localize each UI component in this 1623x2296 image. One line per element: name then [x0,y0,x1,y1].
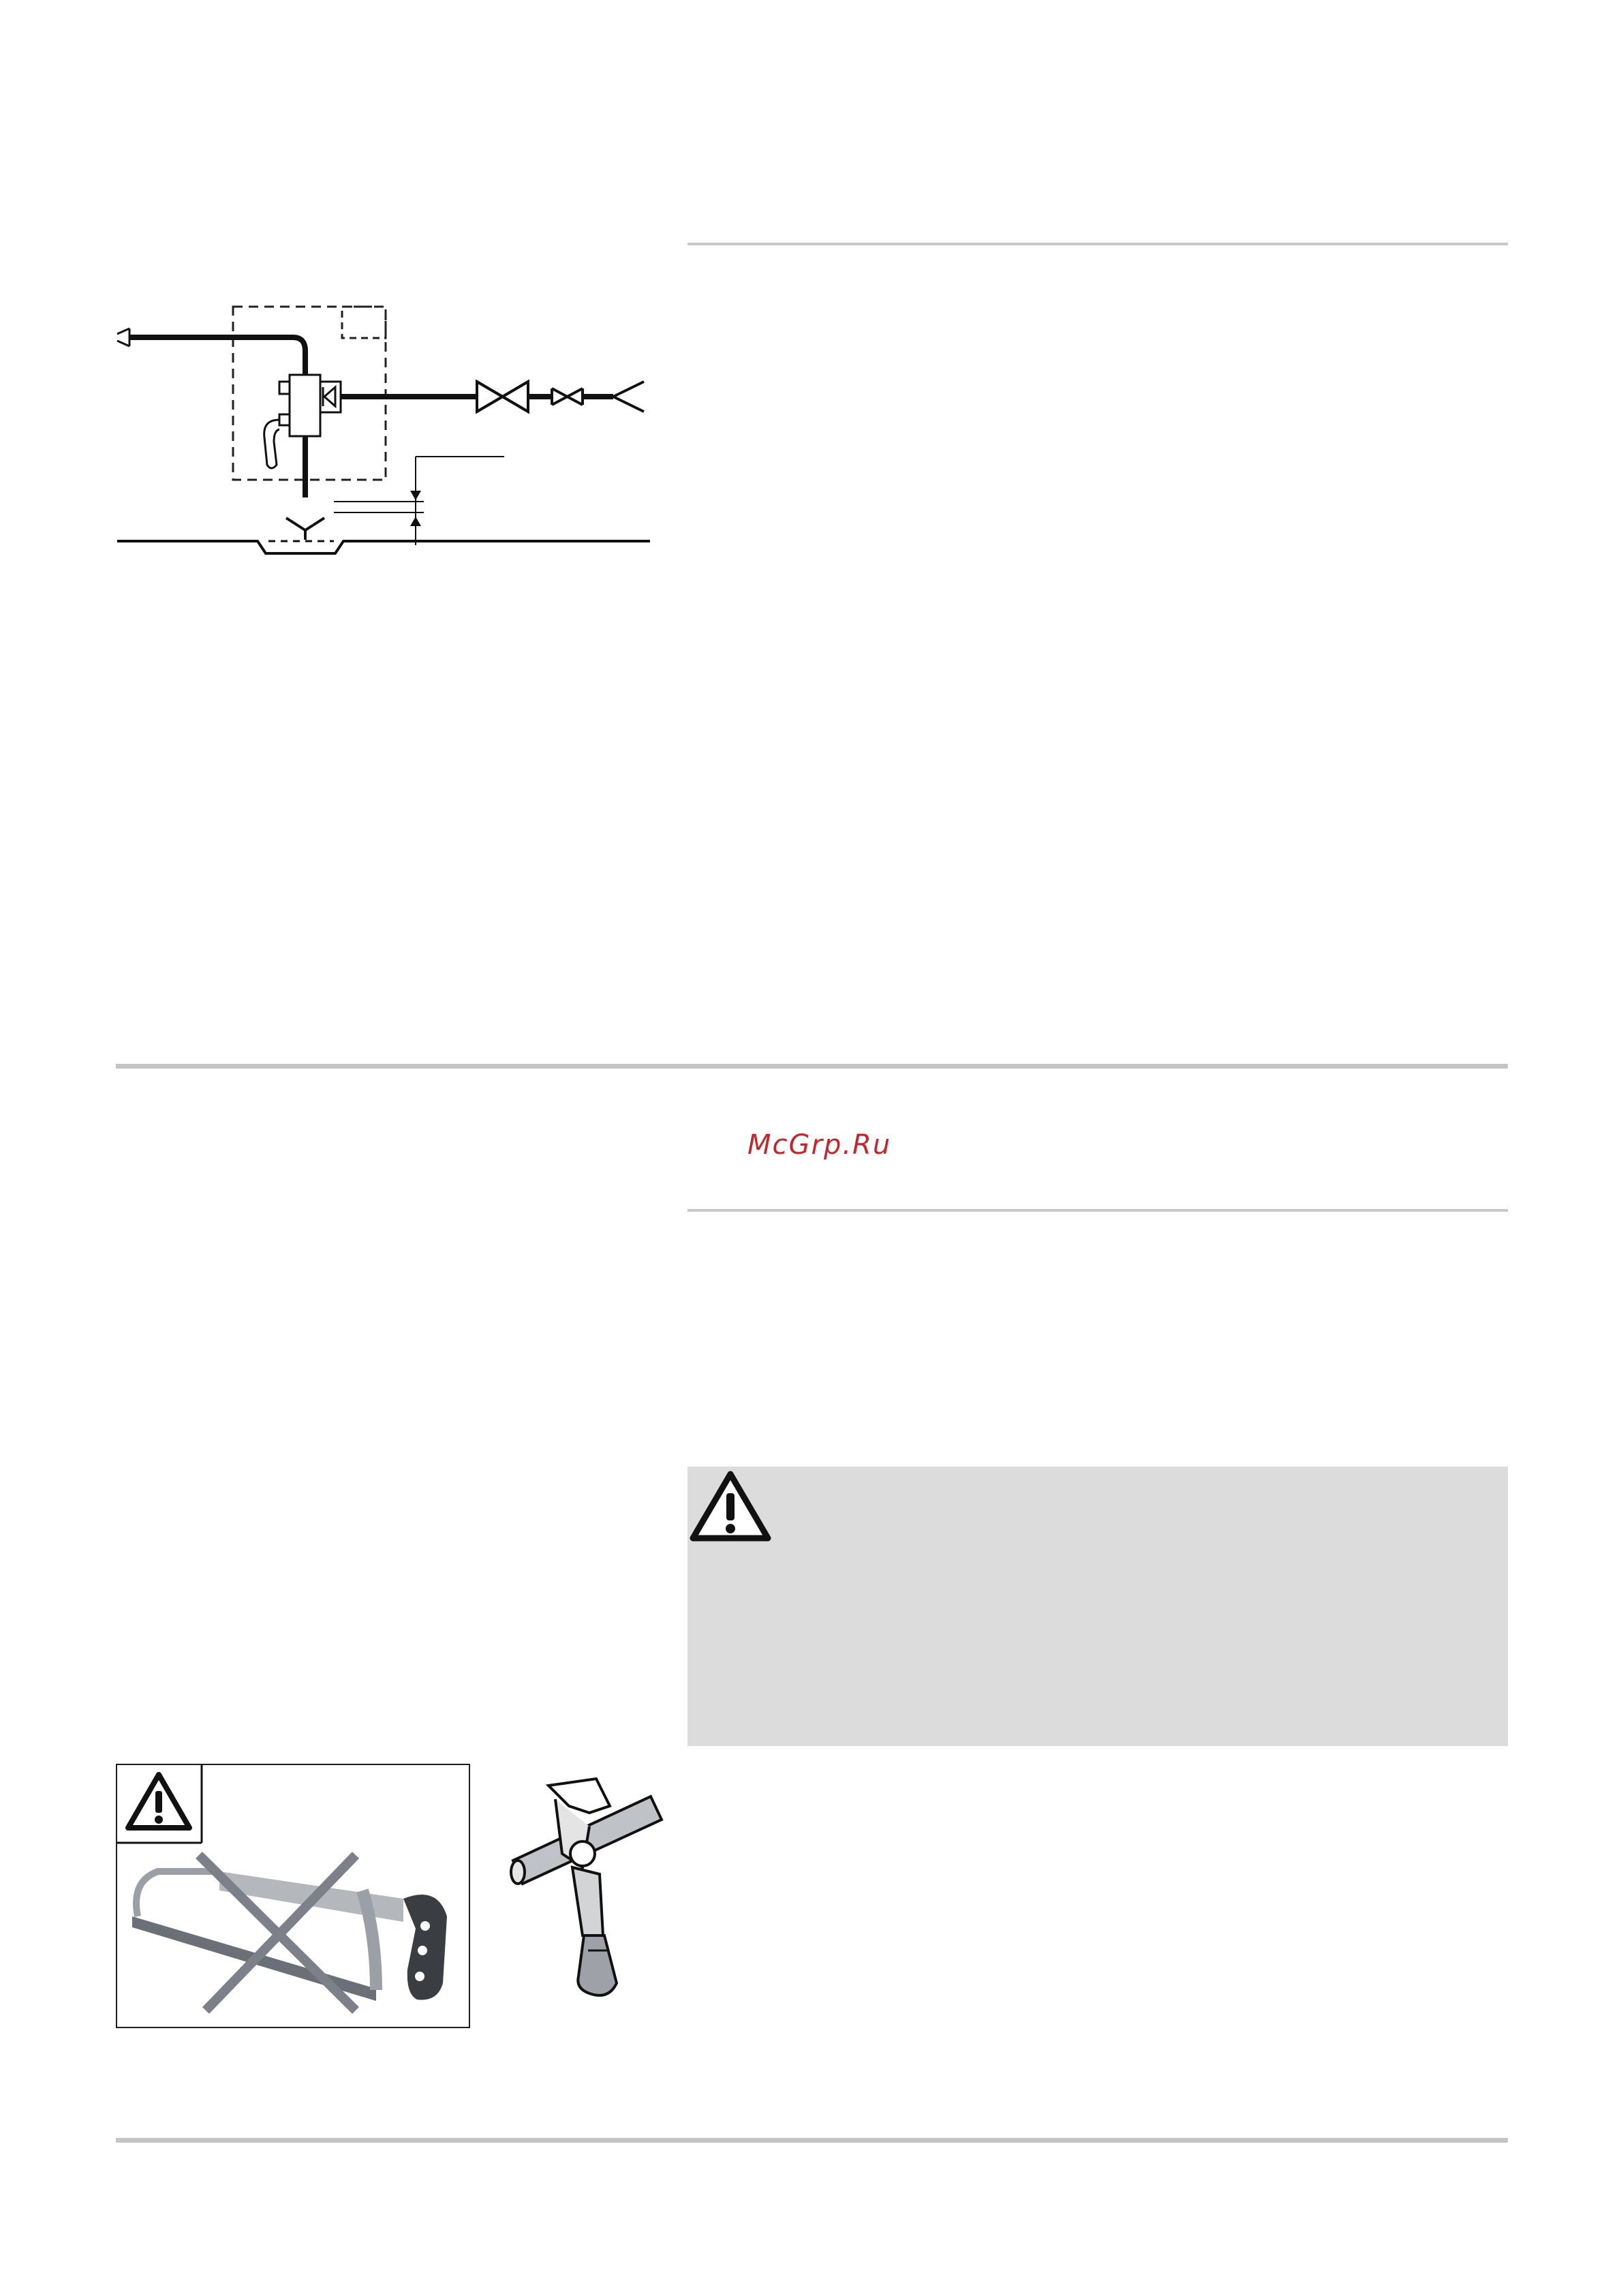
warning-triangle-icon [117,1765,202,1843]
bottom-full-rule [116,2138,1508,2143]
watermark-link[interactable]: McGrp.Ru [747,1129,892,1161]
top-right-rule [687,243,1508,245]
warning-triangle-icon [689,1470,772,1542]
water-connection-schematic [116,286,661,572]
mid-full-rule [116,1064,1508,1069]
no-hacksaw-panel [116,1764,470,2028]
lower-right-rule [687,1209,1508,1212]
warning-box [687,1467,1508,1746]
hacksaw-image [132,1871,447,2001]
pipe-cutter-image [508,1772,664,2004]
